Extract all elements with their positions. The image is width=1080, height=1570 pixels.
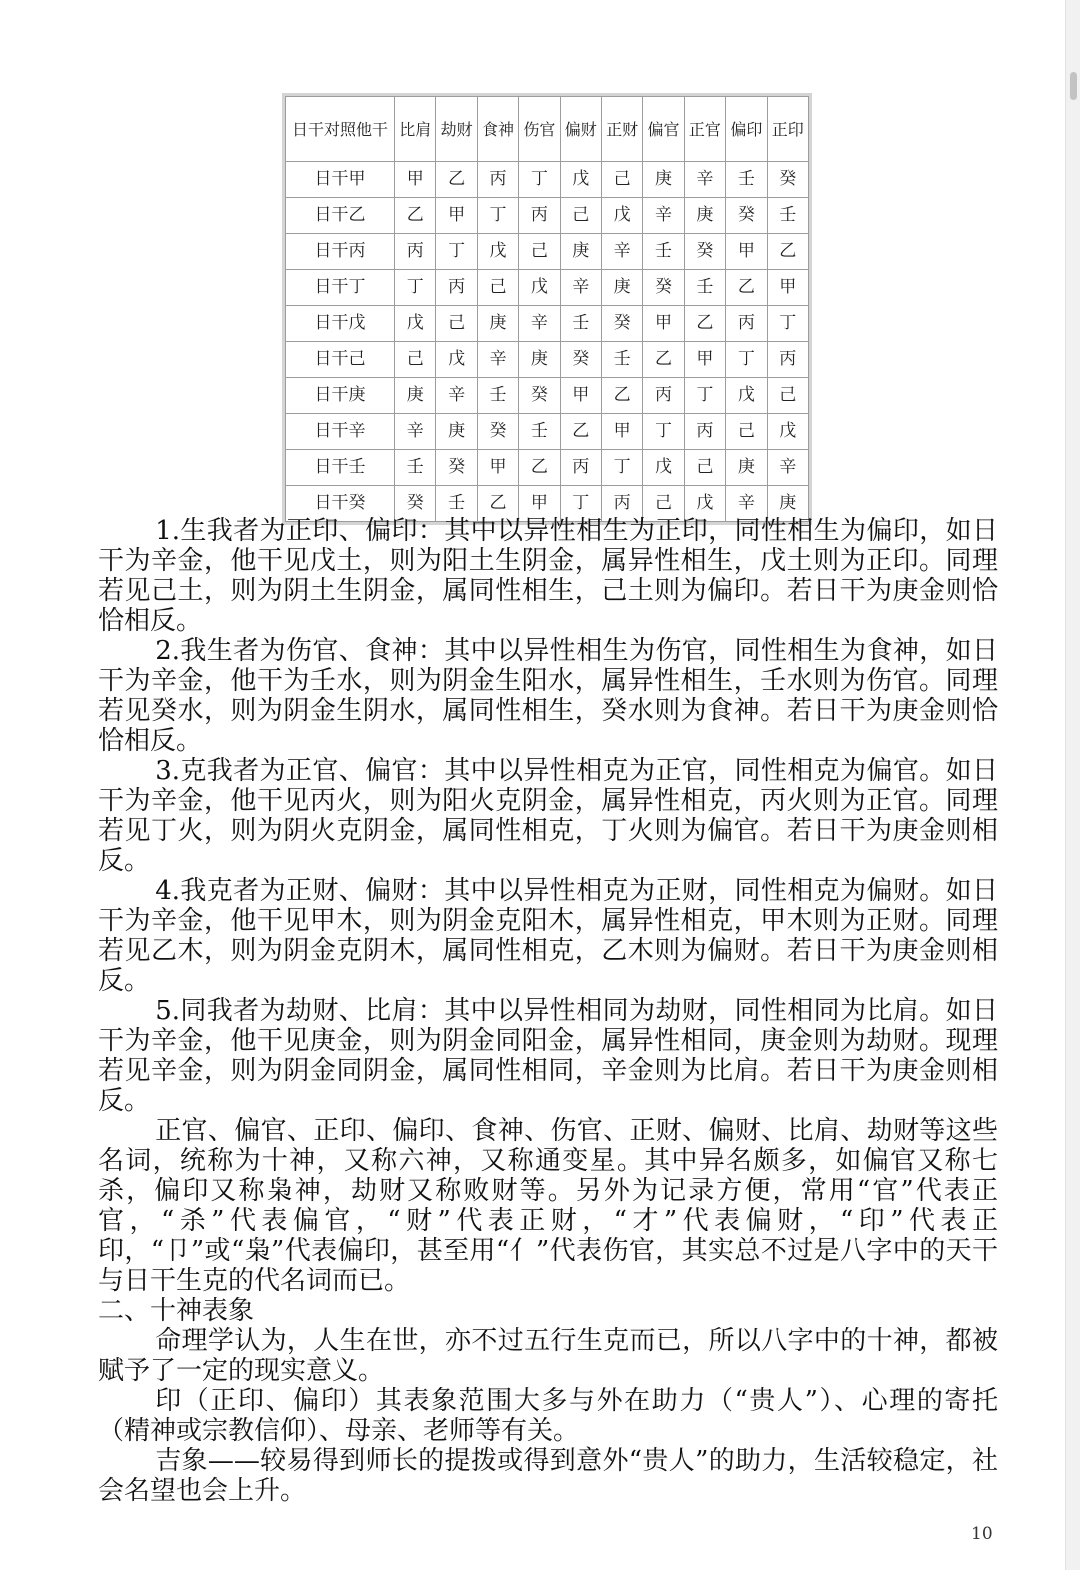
table-cell: 甲 bbox=[684, 342, 725, 378]
table-cell: 辛 bbox=[643, 198, 684, 234]
page-number: 10 bbox=[971, 1524, 993, 1544]
table-cell: 壬 bbox=[601, 342, 642, 378]
table-cell: 甲 bbox=[519, 486, 560, 522]
table-cell: 己 bbox=[726, 414, 767, 450]
table-cell: 甲 bbox=[726, 234, 767, 270]
table-cell: 丙 bbox=[767, 342, 808, 378]
header-cell: 偏财 bbox=[560, 97, 601, 162]
table-cell: 壬 bbox=[395, 450, 436, 486]
table-cell: 壬 bbox=[519, 414, 560, 450]
paragraph: 吉象——较易得到师长的提拨或得到意外“贵人”的助力，生活较稳定，社会名望也会上升。 bbox=[98, 1446, 998, 1506]
table-cell: 辛 bbox=[560, 270, 601, 306]
table-cell: 己 bbox=[643, 486, 684, 522]
table-cell: 戊 bbox=[601, 198, 642, 234]
header-cell: 比肩 bbox=[395, 97, 436, 162]
table-cell: 丁 bbox=[684, 378, 725, 414]
paragraph: 4.我克者为正财、偏财：其中以异性相克为正财，同性相克为偏财。如日干为辛金，他干见甲木，则为阴金克阳木，属异性相克，甲木则为正财。同理若见乙木，则为阴金克阴木，属同性相克，乙木则为偏财。若日干为庚金则相反。 bbox=[98, 876, 998, 996]
table-cell: 癸 bbox=[684, 234, 725, 270]
table-cell: 戊 bbox=[436, 342, 477, 378]
table-cell: 庚 bbox=[643, 162, 684, 198]
table-row bbox=[286, 234, 809, 270]
header-cell: 食神 bbox=[477, 97, 518, 162]
table-cell: 庚 bbox=[395, 378, 436, 414]
table-cell: 己 bbox=[601, 162, 642, 198]
table-cell: 丁 bbox=[767, 306, 808, 342]
table-cell: 乙 bbox=[726, 270, 767, 306]
ten-gods-table-container bbox=[282, 93, 812, 525]
table-row bbox=[286, 270, 809, 306]
table-row bbox=[286, 342, 809, 378]
table-cell: 辛 bbox=[767, 450, 808, 486]
table-cell: 庚 bbox=[436, 414, 477, 450]
paragraph: 正官、偏官、正印、偏印、食神、伤官、正财、偏财、比肩、劫财等这些名词，统称为十神，又称六神，又称通变星。其中异名颇多，如偏官又称七杀，偏印又称枭神，劫财又称败财等。另外为记录方便，常用“官”代表正官，“杀”代表偏官，“财”代表正财，“才”代表偏财，“印”代表正印，“卩”或“枭”代表偏印，甚至用“亻”代表伤官，其实总不过是八字中的天干与日干生克的代名词而已。 bbox=[98, 1116, 998, 1296]
table-cell: 甲 bbox=[601, 414, 642, 450]
table-cell: 己 bbox=[767, 378, 808, 414]
table-cell: 壬 bbox=[767, 198, 808, 234]
table-cell: 甲 bbox=[560, 378, 601, 414]
row-label-cell: 日干壬 bbox=[286, 450, 395, 486]
header-cell: 劫财 bbox=[436, 97, 477, 162]
table-cell: 癸 bbox=[643, 270, 684, 306]
table-cell: 壬 bbox=[684, 270, 725, 306]
table-cell: 己 bbox=[395, 342, 436, 378]
table-cell: 庚 bbox=[477, 306, 518, 342]
table-cell: 辛 bbox=[436, 378, 477, 414]
table-cell: 丙 bbox=[684, 414, 725, 450]
table-cell: 乙 bbox=[519, 450, 560, 486]
table-cell: 壬 bbox=[477, 378, 518, 414]
row-label-cell: 日干丁 bbox=[286, 270, 395, 306]
row-label-cell: 日干甲 bbox=[286, 162, 395, 198]
row-label-cell: 日干癸 bbox=[286, 486, 395, 522]
table-cell: 己 bbox=[560, 198, 601, 234]
table-row bbox=[286, 414, 809, 450]
table-cell: 戊 bbox=[684, 486, 725, 522]
table-cell: 丁 bbox=[726, 342, 767, 378]
table-cell: 己 bbox=[684, 450, 725, 486]
table-cell: 癸 bbox=[560, 342, 601, 378]
table-cell: 甲 bbox=[767, 270, 808, 306]
table-cell: 辛 bbox=[601, 234, 642, 270]
header-cell: 偏官 bbox=[643, 97, 684, 162]
table-cell: 癸 bbox=[519, 378, 560, 414]
paragraph: 2.我生者为伤官、食神：其中以异性相生为伤官，同性相生为食神，如日干为辛金，他干为壬水，则为阴金生阳水，属异性相生，壬水则为伤官。同理若见癸水，则为阴金生阴水，属同性相生，癸水则为食神。若日干为庚金则恰恰相反。 bbox=[98, 636, 998, 756]
paragraph: 1.生我者为正印、偏印：其中以异性相生为正印，同性相生为偏印，如日干为辛金，他干见戊土，则为阳土生阴金，属异性相生，戊土则为正印。同理若见己土，则为阴土生阴金，属同性相生，己土则为偏印。若日干为庚金则恰恰相反。 bbox=[98, 516, 998, 636]
table-cell: 丁 bbox=[560, 486, 601, 522]
header-cell: 伤官 bbox=[519, 97, 560, 162]
table-cell: 丙 bbox=[395, 234, 436, 270]
table-cell: 丙 bbox=[643, 378, 684, 414]
table-cell: 乙 bbox=[395, 198, 436, 234]
table-cell: 癸 bbox=[726, 198, 767, 234]
row-label-cell: 日干庚 bbox=[286, 378, 395, 414]
table-cell: 丙 bbox=[436, 270, 477, 306]
table-cell: 癸 bbox=[395, 486, 436, 522]
table-cell: 丙 bbox=[601, 486, 642, 522]
table-cell: 癸 bbox=[436, 450, 477, 486]
paragraph: 命理学认为，人生在世，亦不过五行生克而已，所以八字中的十神，都被赋予了一定的现实意义。 bbox=[98, 1326, 998, 1386]
table-cell: 辛 bbox=[477, 342, 518, 378]
table-cell: 丁 bbox=[643, 414, 684, 450]
table-cell: 庚 bbox=[519, 342, 560, 378]
table-cell: 丙 bbox=[560, 450, 601, 486]
table-cell: 丁 bbox=[601, 450, 642, 486]
table-cell: 癸 bbox=[767, 162, 808, 198]
table-cell: 戊 bbox=[767, 414, 808, 450]
paragraph: 3.克我者为正官、偏官：其中以异性相克为正官，同性相克为偏官。如日干为辛金，他干见丙火，则为阳火克阴金，属异性相克，丙火则为正官。同理若见丁火，则为阴火克阴金，属同性相克，丁火则为偏官。若日干为庚金则相反。 bbox=[98, 756, 998, 876]
table-row bbox=[286, 306, 809, 342]
ten-gods-table bbox=[285, 96, 809, 522]
table-cell: 癸 bbox=[477, 414, 518, 450]
table-cell: 庚 bbox=[767, 486, 808, 522]
row-label-cell: 日干戊 bbox=[286, 306, 395, 342]
row-label-cell: 日干辛 bbox=[286, 414, 395, 450]
table-row bbox=[286, 450, 809, 486]
header-cell: 偏印 bbox=[726, 97, 767, 162]
header-cell: 正财 bbox=[601, 97, 642, 162]
table-cell: 戊 bbox=[560, 162, 601, 198]
table-cell: 乙 bbox=[643, 342, 684, 378]
header-cell: 正官 bbox=[684, 97, 725, 162]
table-cell: 戊 bbox=[395, 306, 436, 342]
table-cell: 乙 bbox=[477, 486, 518, 522]
table-cell: 丁 bbox=[477, 198, 518, 234]
table-cell: 戊 bbox=[477, 234, 518, 270]
table-cell: 戊 bbox=[643, 450, 684, 486]
table-cell: 甲 bbox=[395, 162, 436, 198]
header-cell: 正印 bbox=[767, 97, 808, 162]
table-cell: 庚 bbox=[726, 450, 767, 486]
vertical-scrollbar[interactable] bbox=[1065, 0, 1080, 1570]
table-cell: 壬 bbox=[560, 306, 601, 342]
table-row bbox=[286, 162, 809, 198]
table-cell: 甲 bbox=[477, 450, 518, 486]
table-cell: 辛 bbox=[519, 306, 560, 342]
table-cell: 壬 bbox=[436, 486, 477, 522]
table-cell: 乙 bbox=[684, 306, 725, 342]
table-cell: 乙 bbox=[436, 162, 477, 198]
table-cell: 辛 bbox=[726, 486, 767, 522]
table-cell: 丁 bbox=[436, 234, 477, 270]
table-cell: 乙 bbox=[560, 414, 601, 450]
table-row bbox=[286, 198, 809, 234]
table-header-row bbox=[286, 97, 809, 162]
table-cell: 壬 bbox=[643, 234, 684, 270]
table-cell: 丙 bbox=[477, 162, 518, 198]
table-cell: 乙 bbox=[601, 378, 642, 414]
table-cell: 丁 bbox=[395, 270, 436, 306]
table-cell: 癸 bbox=[601, 306, 642, 342]
table-cell: 丙 bbox=[519, 198, 560, 234]
table-cell: 己 bbox=[477, 270, 518, 306]
table-cell: 庚 bbox=[560, 234, 601, 270]
body-text bbox=[98, 516, 998, 1506]
table-row bbox=[286, 378, 809, 414]
table-cell: 戊 bbox=[726, 378, 767, 414]
scrollbar-thumb[interactable] bbox=[1070, 72, 1077, 100]
paragraph: 5.同我者为劫财、比肩：其中以异性相同为劫财，同性相同为比肩。如日干为辛金，他干见庚金，则为阴金同阳金，属异性相同，庚金则为劫财。现理若见辛金，则为阴金同阴金，属同性相同，辛金则为比肩。若日干为庚金则相反。 bbox=[98, 996, 998, 1116]
table-cell: 己 bbox=[519, 234, 560, 270]
table-cell: 丁 bbox=[519, 162, 560, 198]
table-cell: 壬 bbox=[726, 162, 767, 198]
row-label-cell: 日干丙 bbox=[286, 234, 395, 270]
table-cell: 庚 bbox=[601, 270, 642, 306]
table-cell: 庚 bbox=[684, 198, 725, 234]
header-corner-cell: 日干对照他干 bbox=[286, 97, 395, 162]
table-cell: 丙 bbox=[726, 306, 767, 342]
table-cell: 辛 bbox=[684, 162, 725, 198]
table-cell: 甲 bbox=[436, 198, 477, 234]
table-cell: 辛 bbox=[395, 414, 436, 450]
row-label-cell: 日干乙 bbox=[286, 198, 395, 234]
table-cell: 乙 bbox=[767, 234, 808, 270]
table-cell: 己 bbox=[436, 306, 477, 342]
table-cell: 戊 bbox=[519, 270, 560, 306]
table-cell: 甲 bbox=[643, 306, 684, 342]
paragraph: 印（正印、偏印）其表象范围大多与外在助力（“贵人”）、心理的寄托（精神或宗教信仰）、母亲、老师等有关。 bbox=[98, 1386, 998, 1446]
section-heading: 二、十神表象 bbox=[98, 1296, 255, 1326]
row-label-cell: 日干己 bbox=[286, 342, 395, 378]
